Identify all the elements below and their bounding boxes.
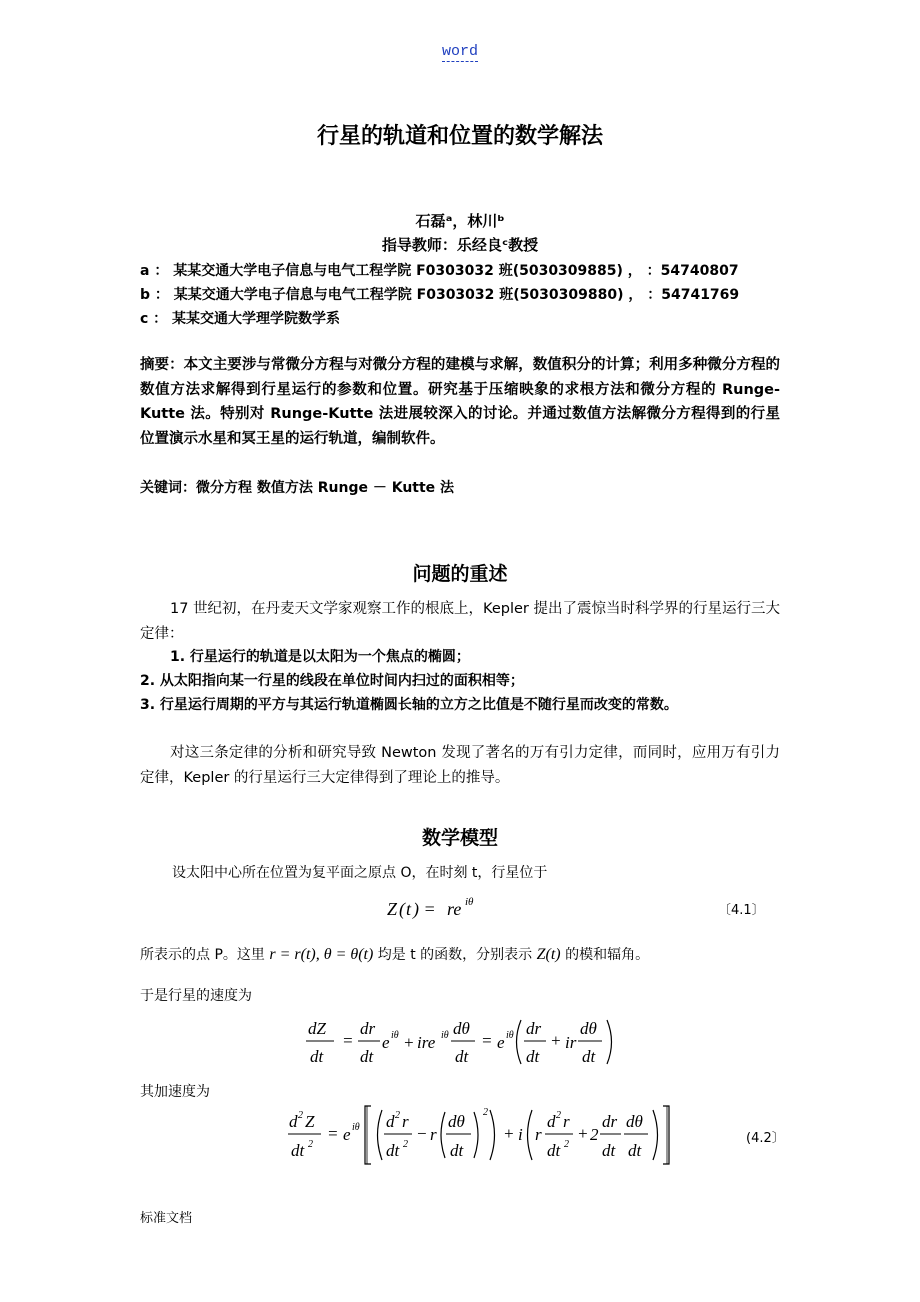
svg-text:) =: ) =: [413, 899, 436, 919]
svg-text:d: d: [547, 1112, 556, 1131]
svg-text:e: e: [382, 1033, 390, 1052]
svg-text:(: (: [399, 899, 405, 919]
svg-text:Z: Z: [305, 1112, 315, 1131]
author-names: 石磊ᵃ，林川ᵇ: [415, 212, 505, 230]
svg-text:2: 2: [298, 1110, 303, 1121]
svg-text:ire: ire: [417, 1033, 436, 1052]
svg-text:dr: dr: [602, 1112, 618, 1131]
svg-text:dt: dt: [602, 1141, 616, 1160]
svg-text:dt: dt: [291, 1141, 305, 1160]
law-2: 2. 从太阳指向某一行星的线段在单位时间内扫过的面积相等；: [140, 673, 524, 689]
svg-text:i: i: [518, 1125, 523, 1144]
svg-text:dθ: dθ: [580, 1019, 597, 1038]
svg-text:+: +: [577, 1124, 589, 1143]
problem-para2: 对这三条定律的分析和研究导致 Newton 发现了著名的万有引力定律，而同时，应用万有引力定律，Kepler 的行星运行三大定律得到了理论上的推导。: [140, 745, 780, 786]
svg-text:iθ: iθ: [465, 896, 474, 908]
model-p2: [140, 944, 649, 964]
svg-text:2: 2: [564, 1139, 569, 1150]
law-1: 1. 行星运行的轨道是以太阳为一个焦点的椭圆；: [170, 649, 470, 665]
svg-text:iθ: iθ: [391, 1030, 399, 1041]
svg-text:r: r: [430, 1125, 437, 1144]
svg-text:2: 2: [590, 1125, 599, 1144]
svg-text:Z: Z: [387, 899, 398, 919]
svg-text:e: e: [497, 1033, 505, 1052]
equation-velocity: [300, 1012, 630, 1072]
inline-math-Z: Z(t): [536, 946, 561, 963]
svg-text:=: =: [342, 1031, 354, 1050]
svg-text:r: r: [563, 1112, 570, 1131]
svg-text:2: 2: [308, 1139, 313, 1150]
svg-text:dt: dt: [628, 1141, 642, 1160]
equation-number-4-2: (4.2〕: [746, 1131, 785, 1146]
affiliation-c: c ： 某某交通大学理学院数学系: [140, 311, 341, 327]
svg-text:2: 2: [395, 1110, 400, 1121]
model-p4: 其加速度为: [140, 1084, 210, 1100]
svg-text:dt: dt: [386, 1141, 400, 1160]
model-p3: 于是行星的速度为: [140, 988, 252, 1004]
svg-text:2: 2: [556, 1110, 561, 1121]
page-footer: 标准文档: [140, 1211, 193, 1226]
equation-acceleration: [285, 1100, 675, 1170]
svg-text:r: r: [402, 1112, 409, 1131]
law-3: 3. 行星运行周期的平方与其运行轨道椭圆长轴的立方之比值是不随行星而改变的常数。: [140, 697, 678, 713]
svg-text:d: d: [386, 1112, 395, 1131]
svg-text:dt: dt: [547, 1141, 561, 1160]
svg-text:dt: dt: [450, 1141, 464, 1160]
svg-text:−: −: [416, 1124, 428, 1143]
problem-intro: 17 世纪初，在丹麦天文学家观察工作的根底上，Kepler 提出了震惊当时科学界的行星运行三大定律：: [140, 601, 780, 642]
svg-text:iθ: iθ: [506, 1030, 514, 1041]
abstract: 摘要：本文主要涉与常微分方程与对微分方程的建模与求解，数值积分的计算；利用多种微分方程的数值方法求解得到行星运行的参数和位置。研究基于压缩映象的求根方法和微分方程的 Runge-Kutte 法。特别对 Runge-Kutte 法进展较深入的讨论。并通过数值方法解微分方程得到的行星位置演示水星和冥王星的运行轨道，编制软件。: [140, 357, 780, 447]
svg-text:dt: dt: [582, 1047, 596, 1066]
svg-text:ir: ir: [565, 1033, 577, 1052]
svg-text:e: e: [343, 1125, 351, 1144]
svg-text:dt: dt: [455, 1047, 469, 1066]
svg-text:dθ: dθ: [626, 1112, 643, 1131]
svg-text:dθ: dθ: [453, 1019, 470, 1038]
svg-text:dt: dt: [360, 1047, 374, 1066]
page-title: 行星的轨道和位置的数学解法: [316, 124, 603, 149]
svg-text:+: +: [403, 1033, 415, 1052]
svg-text:2: 2: [403, 1139, 408, 1150]
affiliation-b: b ： 某某交通大学电子信息与电气工程学院 F0303032 班(5030309880) ， ：54741769: [140, 287, 740, 303]
model-p2-part-c: 的模和辐角。: [565, 947, 650, 963]
keywords: 关键词：微分方程 数值方法 Runge － Kutte 法: [140, 480, 455, 496]
model-p2-part-a: 所表示的点 P。这里: [140, 947, 265, 963]
advisor-line: 指导教师：乐经良ᶜ教授: [381, 236, 539, 254]
svg-text:dt: dt: [310, 1047, 324, 1066]
svg-text:dr: dr: [360, 1019, 376, 1038]
svg-text:iθ: iθ: [441, 1030, 449, 1041]
svg-text:dr: dr: [526, 1019, 542, 1038]
svg-text:+: +: [550, 1031, 562, 1050]
equation-4-1: [385, 893, 505, 923]
section-heading-problem: 问题的重述: [412, 563, 508, 585]
section-heading-model: 数学模型: [421, 827, 498, 849]
affiliation-a: a ： 某某交通大学电子信息与电气工程学院 F0303032 班(5030309885) ， ：54740807: [140, 263, 739, 279]
svg-text:d: d: [289, 1112, 298, 1131]
inline-math-r-theta: r = r(t), θ = θ(t): [269, 946, 374, 963]
svg-text:t: t: [406, 899, 412, 919]
svg-text:=: =: [327, 1124, 339, 1143]
svg-text:dt: dt: [526, 1047, 540, 1066]
svg-text:dθ: dθ: [448, 1112, 465, 1131]
header-link[interactable]: word: [441, 43, 478, 60]
model-p2-part-b: 均是 t 的函数，分别表示: [377, 947, 533, 963]
svg-text:=: =: [481, 1031, 493, 1050]
svg-text:r: r: [535, 1125, 542, 1144]
svg-text:iθ: iθ: [352, 1122, 360, 1133]
model-p1: 设太阳中心所在位置为复平面之原点 O，在时刻 t，行星位于: [172, 865, 548, 881]
svg-text:dZ: dZ: [308, 1019, 326, 1038]
svg-text:+: +: [503, 1124, 515, 1143]
svg-text:re: re: [447, 899, 462, 919]
svg-text:2: 2: [483, 1107, 488, 1118]
equation-number-4-1: 〔4.1〕: [718, 903, 765, 918]
